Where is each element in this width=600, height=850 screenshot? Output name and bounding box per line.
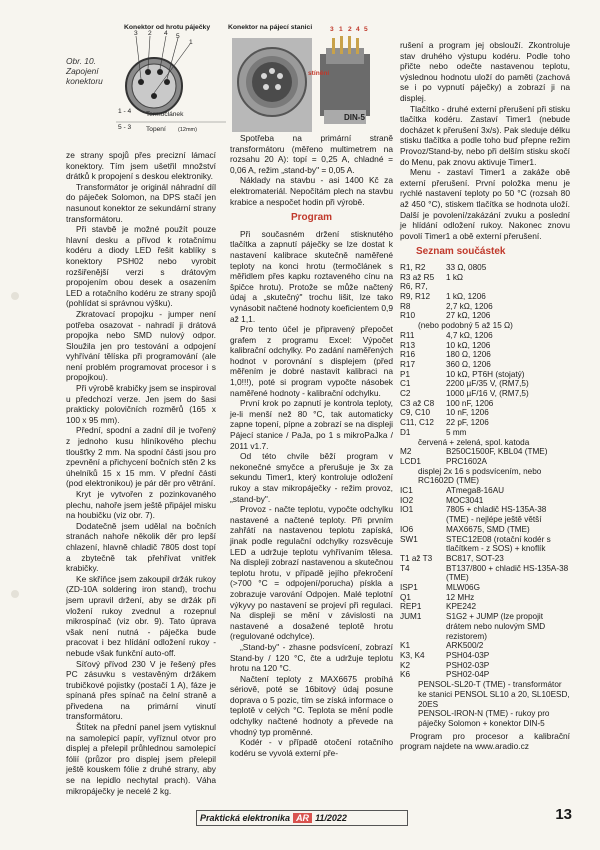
paragraph: Kryt je vytvořen z pozinkovaného plechu, nahoře jsem ještě připájel misku na houbičku (viz obr. 7).: [66, 489, 216, 521]
paragraph: Síťový přívod 230 V je řešený přes PC zásuvku s vestavěným držákem trubičkové pojistky (postačí 1 A), fáze je spínaná přes spínač na čelní straně a přivedena na primární vinutí transformátoru.: [66, 658, 216, 722]
section-heading-parts: Seznam součástek: [416, 246, 506, 258]
paragraph: ze strany spojů přes precizní lámací konektory. Tím jsem ušetřil množství drátků k propojení s deskou elektroniky.: [66, 150, 216, 182]
column-3: [400, 40, 570, 752]
figure-title: Konektor od hrotu páječky: [124, 24, 211, 31]
part-value: PSH02-03P: [446, 660, 490, 670]
parts-row: [400, 583, 570, 593]
paragraph: Provoz - načte teplotu, vypočte odchylku nastavené a načtené teploty. Při prvním zahřátí na nastavenou teplotu zapíská, jinak podle regulační odchylky rozsvěcuje LED a udržuje teplotu vyhřívaním tělesa. Na displeji zobrazí nastavenou a skutečnou teplotu hrotu, v případě jejího překročení (>700 °C = odpojení/porucha) pískla a zobrazuje varování Odpojen. Malé teplotní výkyvy po nastavení se projeví při regulaci. Na displeji se mění v závislosti na nastavené a dosažené teplotě hrotu (regulované odchylce).: [230, 504, 393, 642]
part-value: 360 Ω, 1206: [446, 359, 491, 369]
parts-row: [400, 641, 570, 651]
part-designator: R8: [400, 301, 411, 311]
part-designator: K1: [400, 641, 411, 651]
part-value: 4,7 kΩ, 1206: [446, 330, 493, 340]
part-designator: R9, R12: [400, 291, 431, 301]
parts-row: [400, 418, 570, 428]
part-value: 1 kΩ: [446, 272, 464, 282]
part-designator: K6: [400, 670, 411, 680]
din-connector-photo: [228, 24, 398, 134]
part-designator: K2: [400, 660, 411, 670]
part-designator: ISP1: [400, 583, 418, 593]
parts-row: [400, 311, 570, 321]
paragraph: Od této chvíle běží program v nekonečné smyčce a přerušuje je 3x za sekundu Timer1, který kontroluje odložení rukoy a stav mikropáječky - režim provoz, „stand-by".: [230, 451, 393, 504]
parts-row: [400, 408, 570, 418]
part-designator: R6, R7,: [400, 282, 428, 292]
pin-label: 3: [134, 30, 138, 37]
connector-figure: [66, 24, 226, 146]
part-value: 1 kΩ, 1206: [446, 291, 486, 301]
part-designator: JUM1: [400, 612, 422, 622]
parts-row: [400, 282, 570, 292]
parts-row: [400, 447, 570, 457]
part-value: 10 kΩ, 1206: [446, 340, 491, 350]
part-designator: IO2: [400, 495, 414, 505]
din-connector-svg: [228, 24, 398, 134]
part-value: PSH02-04P: [446, 670, 490, 680]
part-designator: R13: [400, 340, 416, 350]
part-designator: C3 až C8: [400, 398, 435, 408]
part-value: 100 nF, 1206: [446, 398, 494, 408]
parts-row: [400, 505, 570, 524]
paragraph: Při současném držení stisknutého tlačítka a zapnutí páječky se lze dostat k nastavení kalibrace skutečně naměřené teploty na konci hrotu (termočlánek s měřidlem přes kapku roztaveného cínu na špičce hrotu). Protože se může načtený údaj a „skutečný" trochu lišit, lze tako vynásobit načtené hodnoty koeficientem 0,9 až 1,1.: [230, 228, 393, 324]
section-heading-program: Program: [290, 212, 333, 224]
part-designator: Q1: [400, 592, 411, 602]
paragraph: Pro tento účel je připravený přepočet grafem z programu Excel: Výpočet kalibrační odchylky. Po zadání naměřených hodnot v porovnání s displejem (před měřením je dobré nastavit kalibraci na 1,0!!!), poté si program vypočte násobek naměřené hodnoty - kalibrační odchylku.: [230, 324, 393, 398]
part-designator: IO6: [400, 524, 414, 534]
parts-row: [400, 496, 570, 506]
figure-title: Konektor na pájecí stanici: [228, 24, 313, 31]
paragraph: Spotřeba na primární straně transformátoru (měřeno multimetrem na rozsahu 20 A): topí = 0,25 A, chladné = 0,06 A, režim „stand-by" = 0,05 A.: [230, 133, 393, 175]
part-value: STEC12E08 (rotační kodér s tlačítkem - z SOS) + knoflík: [446, 534, 551, 554]
paragraph: Při stavbě je možné použít pouze hlavní desku a přívod k rotačnímu kodéru a diody LED řešit kablíky s konektory PSH02 nebo vyrobit rozšiřenější verzi s drátovým propojením obou desek a osazením LED a rotačního kodéru ze strany spojů (pohlídat si správnou výšku).: [66, 224, 216, 309]
pin-label: 4: [356, 26, 360, 33]
parts-row: [400, 438, 570, 448]
part-value: 33 Ω, 0805: [446, 262, 487, 272]
part-value: PENSOL-SL20-T (TME) - transformátor ke stanici PENSOL SL10 a 20, SL10ESD, 20ES: [418, 680, 570, 709]
pin-label: 2: [148, 30, 152, 37]
pin-label: 4: [164, 30, 168, 37]
part-value: S1G2 + JUMP (lze propojit drátem nebo nulovým SMD rezistorem): [446, 612, 546, 641]
part-value: 27 kΩ, 1206: [446, 311, 491, 321]
parts-row: [400, 273, 570, 283]
part-designator: C9, C10: [400, 408, 431, 418]
parts-row: [400, 302, 570, 312]
part-value: 22 pF, 1206: [446, 418, 489, 428]
parts-row: [400, 350, 570, 360]
parts-row: [400, 709, 570, 728]
part-value: PENSOL-IRON-N (TME) - rukoy pro páječky Solomon + konektor DIN-5: [418, 709, 550, 728]
paragraph: Při výrobě krabičky jsem se inspiroval u předchozí verze. Jen jsem do šasi prakticky polovičních rozměrů (165 x 100 x 95 mm).: [66, 383, 216, 425]
part-value: PSH04-03P: [446, 651, 490, 660]
paragraph: Transformátor je originál náhradní díl do páječek Solomon, na DPS stačí jen nasunout konektor ze sekundární strany transformátoru.: [66, 181, 216, 224]
part-designator: P1: [400, 369, 411, 379]
parts-row: [400, 602, 570, 612]
part-value: 180 Ω, 1206: [446, 350, 491, 360]
part-designator: R1, R2: [400, 262, 426, 272]
pin-label: 5: [176, 33, 180, 40]
legend-pins: 5 - 3: [118, 124, 132, 131]
part-value: 7805 + chladič HS-135A-38 (TME) - nejlépe ještě větší: [446, 505, 547, 525]
part-designator: C1: [400, 379, 411, 389]
parts-row: [400, 680, 570, 709]
part-value: [446, 282, 570, 292]
shield-label: stínění: [308, 70, 330, 77]
parts-row: [400, 360, 570, 370]
part-value: červená + zelená, spol. katoda: [418, 437, 530, 447]
paragraph: Kodér - v případě otočení rotačního kodéru se vyvolá externí pře-: [230, 737, 393, 758]
part-value: KPE242: [446, 602, 477, 612]
parts-row: [400, 331, 570, 341]
parts-row: [400, 525, 570, 535]
parts-row: [400, 457, 570, 467]
part-designator: R11: [400, 330, 415, 340]
part-designator: IO1: [400, 505, 414, 515]
paragraph: Náklady na stavbu - asi 1400 Kč za elektromateriál. Nepočítám plech na stavbu krabice a nespočet hodin při výrobě.: [230, 175, 393, 207]
parts-list: [400, 263, 570, 729]
part-designator: LCD1: [400, 456, 421, 466]
parts-row: [400, 321, 570, 331]
paragraph: Menu - zastaví Timer1 a zakáže obě externí přerušení. První položka menu je rychlé nastavení teploty po 50 °C (rozsah 80 až 450 °C), stiskem tlačítka se hodnota uloží. Další je povolení/zakázání zvuku a poslední je hlídání odložení rukoy. Nakonec znovu povolí Timer1 a obě externí přerušení.: [400, 167, 570, 241]
figure-caption: Obr. 10. Zapojení konektoru: [66, 56, 103, 86]
parts-row: [400, 428, 570, 438]
part-value: (nebo podobný 5 až 15 Ω): [418, 321, 513, 331]
parts-row: [400, 379, 570, 389]
parts-row: [400, 612, 570, 641]
part-designator: SW1: [400, 534, 418, 544]
part-designator: REP1: [400, 602, 422, 612]
pin-label: 2: [348, 26, 352, 33]
part-value: 2200 µF/35 V, (RM7,5): [446, 379, 529, 389]
parts-row: [400, 399, 570, 409]
part-value: 2,7 kΩ, 1206: [446, 301, 493, 311]
pin-label: 3: [330, 26, 334, 33]
part-value: 5 mm: [446, 427, 467, 437]
din-label: DIN-5: [344, 113, 365, 122]
part-designator: IC1: [400, 486, 413, 496]
paragraph: Ke skříňce jsem zakoupil držák rukoy (ZD-10A soldering iron stand), trochu jsem upravil držení, aby se držák při vložení rukoy zvednul a rozepnul mikrospínač (viz obr. 9). Tato úprava však není nutná - páječka bude pracovat i bez hlídání odložení rukoy - nebude však funkční auto-off.: [66, 573, 216, 658]
magazine-name: Praktická elektronika: [200, 813, 291, 823]
paragraph: Štítek na přední panel jsem vytisknul na samolepicí papír, vyříznul otvor pro displej a přelepil průhlednou samolepicí fólií (průzor pro displej jsem přelepil ještě kouskem fólie z druhé strany, aby se na lepidlo nechytal prach). Váha mikropáječky je necelé 2 kg.: [66, 722, 216, 796]
column-2: [230, 133, 393, 758]
parts-row: [400, 554, 570, 564]
part-designator: R3 až R5: [400, 272, 435, 282]
paragraph: „Stand-by" - zhasne podsvícení, zobrazí Stand-by / 120 °C, čte a udržuje teplotu hrotu na 120 °C.: [230, 641, 393, 674]
pin-label: 1: [189, 39, 193, 46]
parts-row: [400, 341, 570, 351]
issue-number: 11/2022: [315, 813, 347, 823]
part-designator: M2: [400, 447, 412, 457]
pin-label: 1: [339, 26, 343, 33]
paragraph: Tlačítko - druhé externí přerušení při stisku tlačítka kodéru. Zastaví Timer1 (nebude docházet k přerušení 3x/s). Pak sleduje délku stisku tlačítka a podle toho buď přepne režim Provoz/Stand-by, nebo při delším stisku skočí do Menu, pak znovu aktivuje Timer1.: [400, 103, 570, 167]
parts-row: [400, 263, 570, 273]
part-designator: R16: [400, 350, 416, 360]
part-designator: T4: [400, 563, 410, 573]
parts-row: [400, 564, 570, 583]
part-designator: C11, C12: [400, 418, 434, 428]
legend-label: Termočlánek: [146, 111, 184, 118]
paragraph: Zkratovací propojku - jumper není potřeba osazovat - nahradí ji drátová propojka nebo SMD nulový odpor. Sloužila jen pro testování a odpojení vyhřívání tělíska při programování (ale není problém programovat procesor i s propojkou).: [66, 308, 216, 383]
part-designator: D1: [400, 427, 411, 437]
part-value: PRC1602A: [446, 456, 487, 466]
part-value: ARK500/2: [446, 641, 484, 651]
parts-row: [400, 486, 570, 496]
part-designator: T1 až T3: [400, 553, 433, 563]
parts-row: [400, 535, 570, 554]
page-footer: [196, 810, 408, 826]
parts-row: [400, 292, 570, 302]
part-value: MAX6675, SMD (TME): [446, 524, 530, 534]
part-value: BT137/800 + chladič HS-135A-38 (TME): [446, 563, 569, 583]
part-value: B250C1500F, KBL04 (TME): [446, 447, 548, 457]
paragraph: Dodatečně jsem udělal na bočních stranách nahoře několik děr pro lepší chlazení, hlavně chladič 7805 dost topí a zbytečně tak přehřívat vnitřek krabičky.: [66, 520, 216, 574]
paragraph: Načtení teploty z MAX6675 probíhá sériově, poté se 16bitový údaj posune doprava o 5 pozic, tím se získá informace o teplotě v celých °C. Teplota se mění podle odchylky načtené hodnoty a převede na vhodný typ proměnné.: [230, 673, 393, 737]
magazine-badge: AR: [293, 813, 312, 823]
column-1: [66, 150, 216, 796]
part-value: 10 kΩ, PT6H (stojatý): [446, 369, 525, 379]
pin-label: 5: [364, 26, 368, 33]
part-value: displej 2x 16 s podsvícením, nebo RC1602D (TME): [418, 466, 542, 486]
part-value: ATmega8-16AU: [446, 486, 505, 496]
download-note: Program pro procesor a kalibrační program najdete na www.aradio.cz: [400, 730, 570, 752]
part-designator: C2: [400, 389, 411, 399]
part-value: BC817, SOT-23: [446, 553, 504, 563]
binding-holes: [6, 0, 24, 850]
parts-row: [400, 370, 570, 380]
part-value: MLW06G: [446, 583, 480, 593]
parts-row: [400, 651, 570, 661]
legend-extra: (12mm): [178, 127, 197, 133]
paragraph: Přední, spodní a zadní díl je tvořený z jednoho kusu hliníkového plechu tloušťky 2 mm. Na spodní části jsou pro zpevnění a přichycení bočních stěn 2 ks úhelníků 15 x 15 mm. V přední části (pod elektronikou) je pár děr pro větrání.: [66, 425, 216, 489]
paragraph: První krok po zapnutí je kontrola teploty, je-li menší než 80 °C, tak automaticky zapne topení, pípne a zobrazí se na displeji Pájecí stanice / PaJa, po 1 s mikroPaJka / 2011 v1.7.: [230, 398, 393, 451]
part-designator: R17: [400, 359, 416, 369]
parts-row: [400, 467, 570, 486]
part-value: 12 MHz: [446, 592, 475, 602]
parts-row: [400, 389, 570, 399]
part-designator: R10: [400, 311, 416, 321]
legend-pins: 1 - 4: [118, 108, 132, 115]
paragraph: rušení a program jej obslouží. Zkontroluje stav druhého výstupu kodéru. Podle toho přičte nebo odečte nastavenou teplotu, výslednou hodnotu uloží do paměti (zachová se i po vypnutí páječky) a zobrazí ji na displej.: [400, 40, 570, 103]
part-designator: K3, K4: [400, 651, 425, 660]
parts-row: [400, 593, 570, 603]
page-number: 13: [555, 806, 572, 823]
parts-row: [400, 670, 570, 680]
parts-row: [400, 661, 570, 671]
legend-label: Topení: [146, 126, 166, 133]
part-value: 10 nF, 1206: [446, 408, 489, 418]
part-value: MOC3041: [446, 495, 484, 505]
part-value: 1000 µF/16 V, (RM7,5): [446, 389, 529, 399]
